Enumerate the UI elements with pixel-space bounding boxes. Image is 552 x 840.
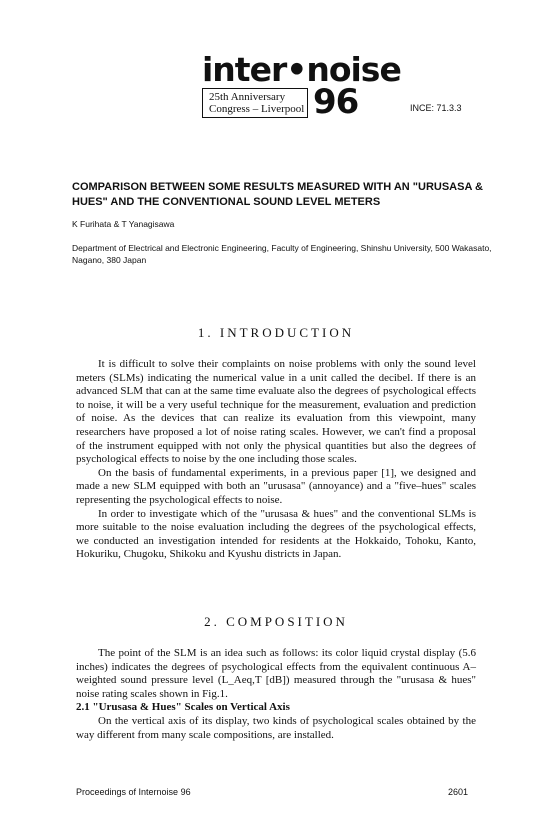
anniversary-line-1: 25th Anniversary (209, 91, 286, 103)
conference-logo-title: inter•noise (202, 50, 401, 89)
paper-affiliation: Department of Electrical and Electronic Engineering, Faculty of Engineering, Shinshu University, 500 Wakasato, Nagano, 380 Japan (72, 243, 492, 265)
ince-classification: INCE: 71.3.3 (410, 103, 462, 113)
section-heading-introduction: 1. INTRODUCTION (197, 325, 355, 340)
paragraph: It is difficult to solve their complaints on noise problems with only the sound level meters (SLMs) indicating the numerical value in a unit called the decibel. If there is an advanced SLM that can at the same time evaluate also the degrees of psychological effects to noise, it will be a very useful technique for the measurement, evaluation and prediction of noise. As the devices that can realize its evaluation from this viewpoint, many researchers have proposed a lot of noise rating scales. However, we can't find a proposal of the instrument equipped with not only the physical quantities but also the degrees of psychological effects to noise by the one including those scales. (76, 358, 476, 466)
anniversary-line-2: Congress – Liverpool (209, 103, 305, 115)
subsection-heading: 2.1 "Urusasa & Hues" Scales on Vertical Axis (76, 701, 290, 714)
paragraph: On the basis of fundamental experiments, in a previous paper [1], we designed and made a new SLM equipped with both an "urusasa" (annoyance) and a "five–hues" scales representing the psychological effects to noise. (76, 466, 476, 506)
paper-authors: K Furihata & T Yanagisawa (72, 219, 175, 229)
introduction-body (76, 358, 476, 562)
footer-proceedings: Proceedings of Internoise 96 (76, 787, 191, 797)
section-heading-composition: 2. COMPOSITION (204, 614, 348, 629)
anniversary-box (202, 88, 308, 118)
page-number: 2601 (448, 787, 469, 797)
paper-title: COMPARISON BETWEEN SOME RESULTS MEASURED WITH AN "URUSASA & HUES" AND THE CONVENTIONAL SOUND LEVEL METERS (72, 181, 484, 208)
paragraph: In order to investigate which of the "urusasa & hues" and the conventional SLMs is more suitable to the noise evaluation including the degrees of the psychological effects, we conducted an investigation intended for residents at the Hokkaido, Tohoku, Kanto, Hokuriku, Chugoku, Shikoku and Kyushu districts in Japan. (76, 507, 476, 561)
paragraph: On the vertical axis of its display, two kinds of psychological scales obtained by the way different from many scale compositions, are installed. (76, 714, 476, 741)
paragraph: The point of the SLM is an idea such as follows: its color liquid crystal display (5.6 inches) indicates the degrees of psychological effects from the equivalent continuous A–weighted sound pressure level (L_Aeq,T [dB]) measured through the "urusasa & hues" noise rating scales shown in Fig.1. (76, 647, 476, 700)
conference-logo-year: 96 (313, 82, 359, 122)
composition-body (76, 647, 476, 742)
